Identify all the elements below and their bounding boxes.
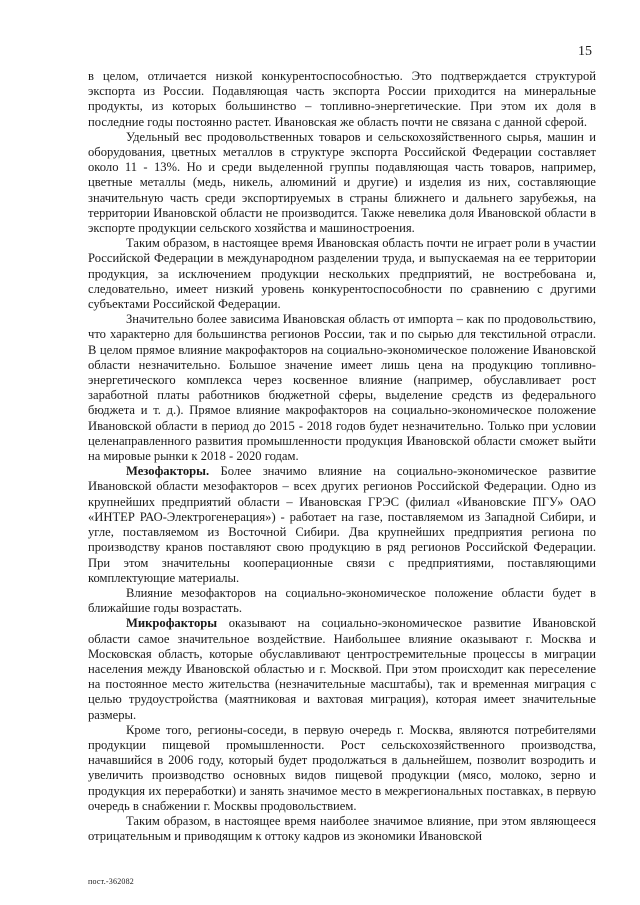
document-body [88,69,596,844]
paragraph-mesofactors-text: Более значимо влияние на социально-экономическое развитие Ивановской области мезофакторов – всех других регионов Российской Федерации. Одно из крупнейших предприятий области – Ивановская ГРЭС (филиал «Ивановские ПГУ» ОАО «ИНТЕР РАО-Электрогенерация») - работает на газе, поставляемом из Западной Сибири, и угле, поставляемом из Восточной Сибири. Два крупнейших предприятия региона по производству кранов поставляют свою продукцию в ряд регионов Российской Федерации. При этом значительны кооперационные связи с предприятиями, поставляющими комплектующие материалы. [88,464,596,585]
paragraph-import-dependence: Значительно более зависима Ивановская область от импорта – как по продовольствию, что характерно для большинства регионов России, так и по сырью для текстильной отрасли. В целом прямое влияние макрофакторов на социально-экономическое положение Ивановской области незначительно. Большое значение имеет лишь цена на продукцию топливно-энергетического комплекса через косвенное влияние (например, обуславливает рост заработной платы работников бюджетной сферы, выделение средств из федерального бюджета и т. д.). Прямое влияние макрофакторов на социально-экономическое положение Ивановской области в период до 2015 - 2018 годов будет незначительно. Только при условии целенаправленного развития промышленности продукция Ивановской области сможет выйти на мировые рынки к 2018 - 2020 годам. [88,312,596,464]
term-mesofactors: Мезофакторы. [126,464,210,479]
paragraph-mesofactors-growth: Влияние мезофакторов на социально-экономическое положение области будет в ближайшие годы возрастать. [88,585,596,616]
paragraph-conclusion-trade: Таким образом, в настоящее время Ивановская область почти не играет роли в участии Российской Федерации в международном разделении труда, и выпускаемая на ее территории продукция, за исключением продукции нескольких предприятий, не востребована и, следовательно, имеет низкий уровень конкурентоспособности по сравнению с другими субъектами Российской Федерации. [88,236,596,312]
paragraph-export-structure: в целом, отличается низкой конкурентоспособностью. Это подтверждается структурой экспорта из России. Подавляющая часть экспорта России приходится на минеральные продукты, из которых большинство – топливно-энергетические. При этом их доля в последние годы постоянно растет. Ивановская же область почти не связана с данной сферой. [88,69,596,129]
term-microfactors: Микрофакторы [126,616,218,631]
paragraph-neighbor-regions: Кроме того, регионы-соседи, в первую очередь г. Москва, являются потребителями продукции пищевой промышленности. Рост сельскохозяйственного производства, начавшийся в 2006 году, который будет продолжаться в дальнейшем, позволит возродить и увеличить производство основных видов пищевой продукции (мясо, молоко, зерно и продукция их переработки) и занять значимое место в межрегиональных поставках, в первую очередь в снабжении г. Москвы продовольствием. [88,722,596,813]
footer-document-code: пост.-362082 [88,877,134,886]
page-number: 15 [578,44,592,59]
paragraph-microfactors-text: оказывают на социально-экономическое развитие Ивановской области самое значительное воздействие. Наибольшее влияние оказывают г. Москва и Московская область, которые обуславливают центростремительные процессы в миграции населения между Ивановской областью и г. Москвой. При этом происходит как переселение на постоянное место жительства (незначительные масштабы), так и временная миграция с целью трудоустройства (маятниковая и вахтовая миграция), которая имеет значительные размеры. [88,616,596,722]
paragraph-microfactors [88,616,596,722]
paragraph-mesofactors [88,464,596,586]
paragraph-food-share: Удельный вес продовольственных товаров и сельскохозяйственного сырья, машин и оборудования, цветных металлов в структуре экспорта Российской Федерации составляет около 11 - 13%. Но и среди выделенной группы подавляющая часть товаров, например, цветные металлы (медь, никель, алюминий и другие) и изделия из них, составляющие значительную часть среди экспортируемых в страны ближнего и дальнего зарубежья, на территории Ивановской области не производится. Также невелика доля Ивановской области в экспорте продукции сельского хозяйства и машиностроения. [88,129,596,236]
paragraph-final-conclusion: Таким образом, в настоящее время наиболее значимое влияние, при этом являющееся отрицательным и приводящим к оттоку кадров из экономики Ивановской [88,813,596,844]
